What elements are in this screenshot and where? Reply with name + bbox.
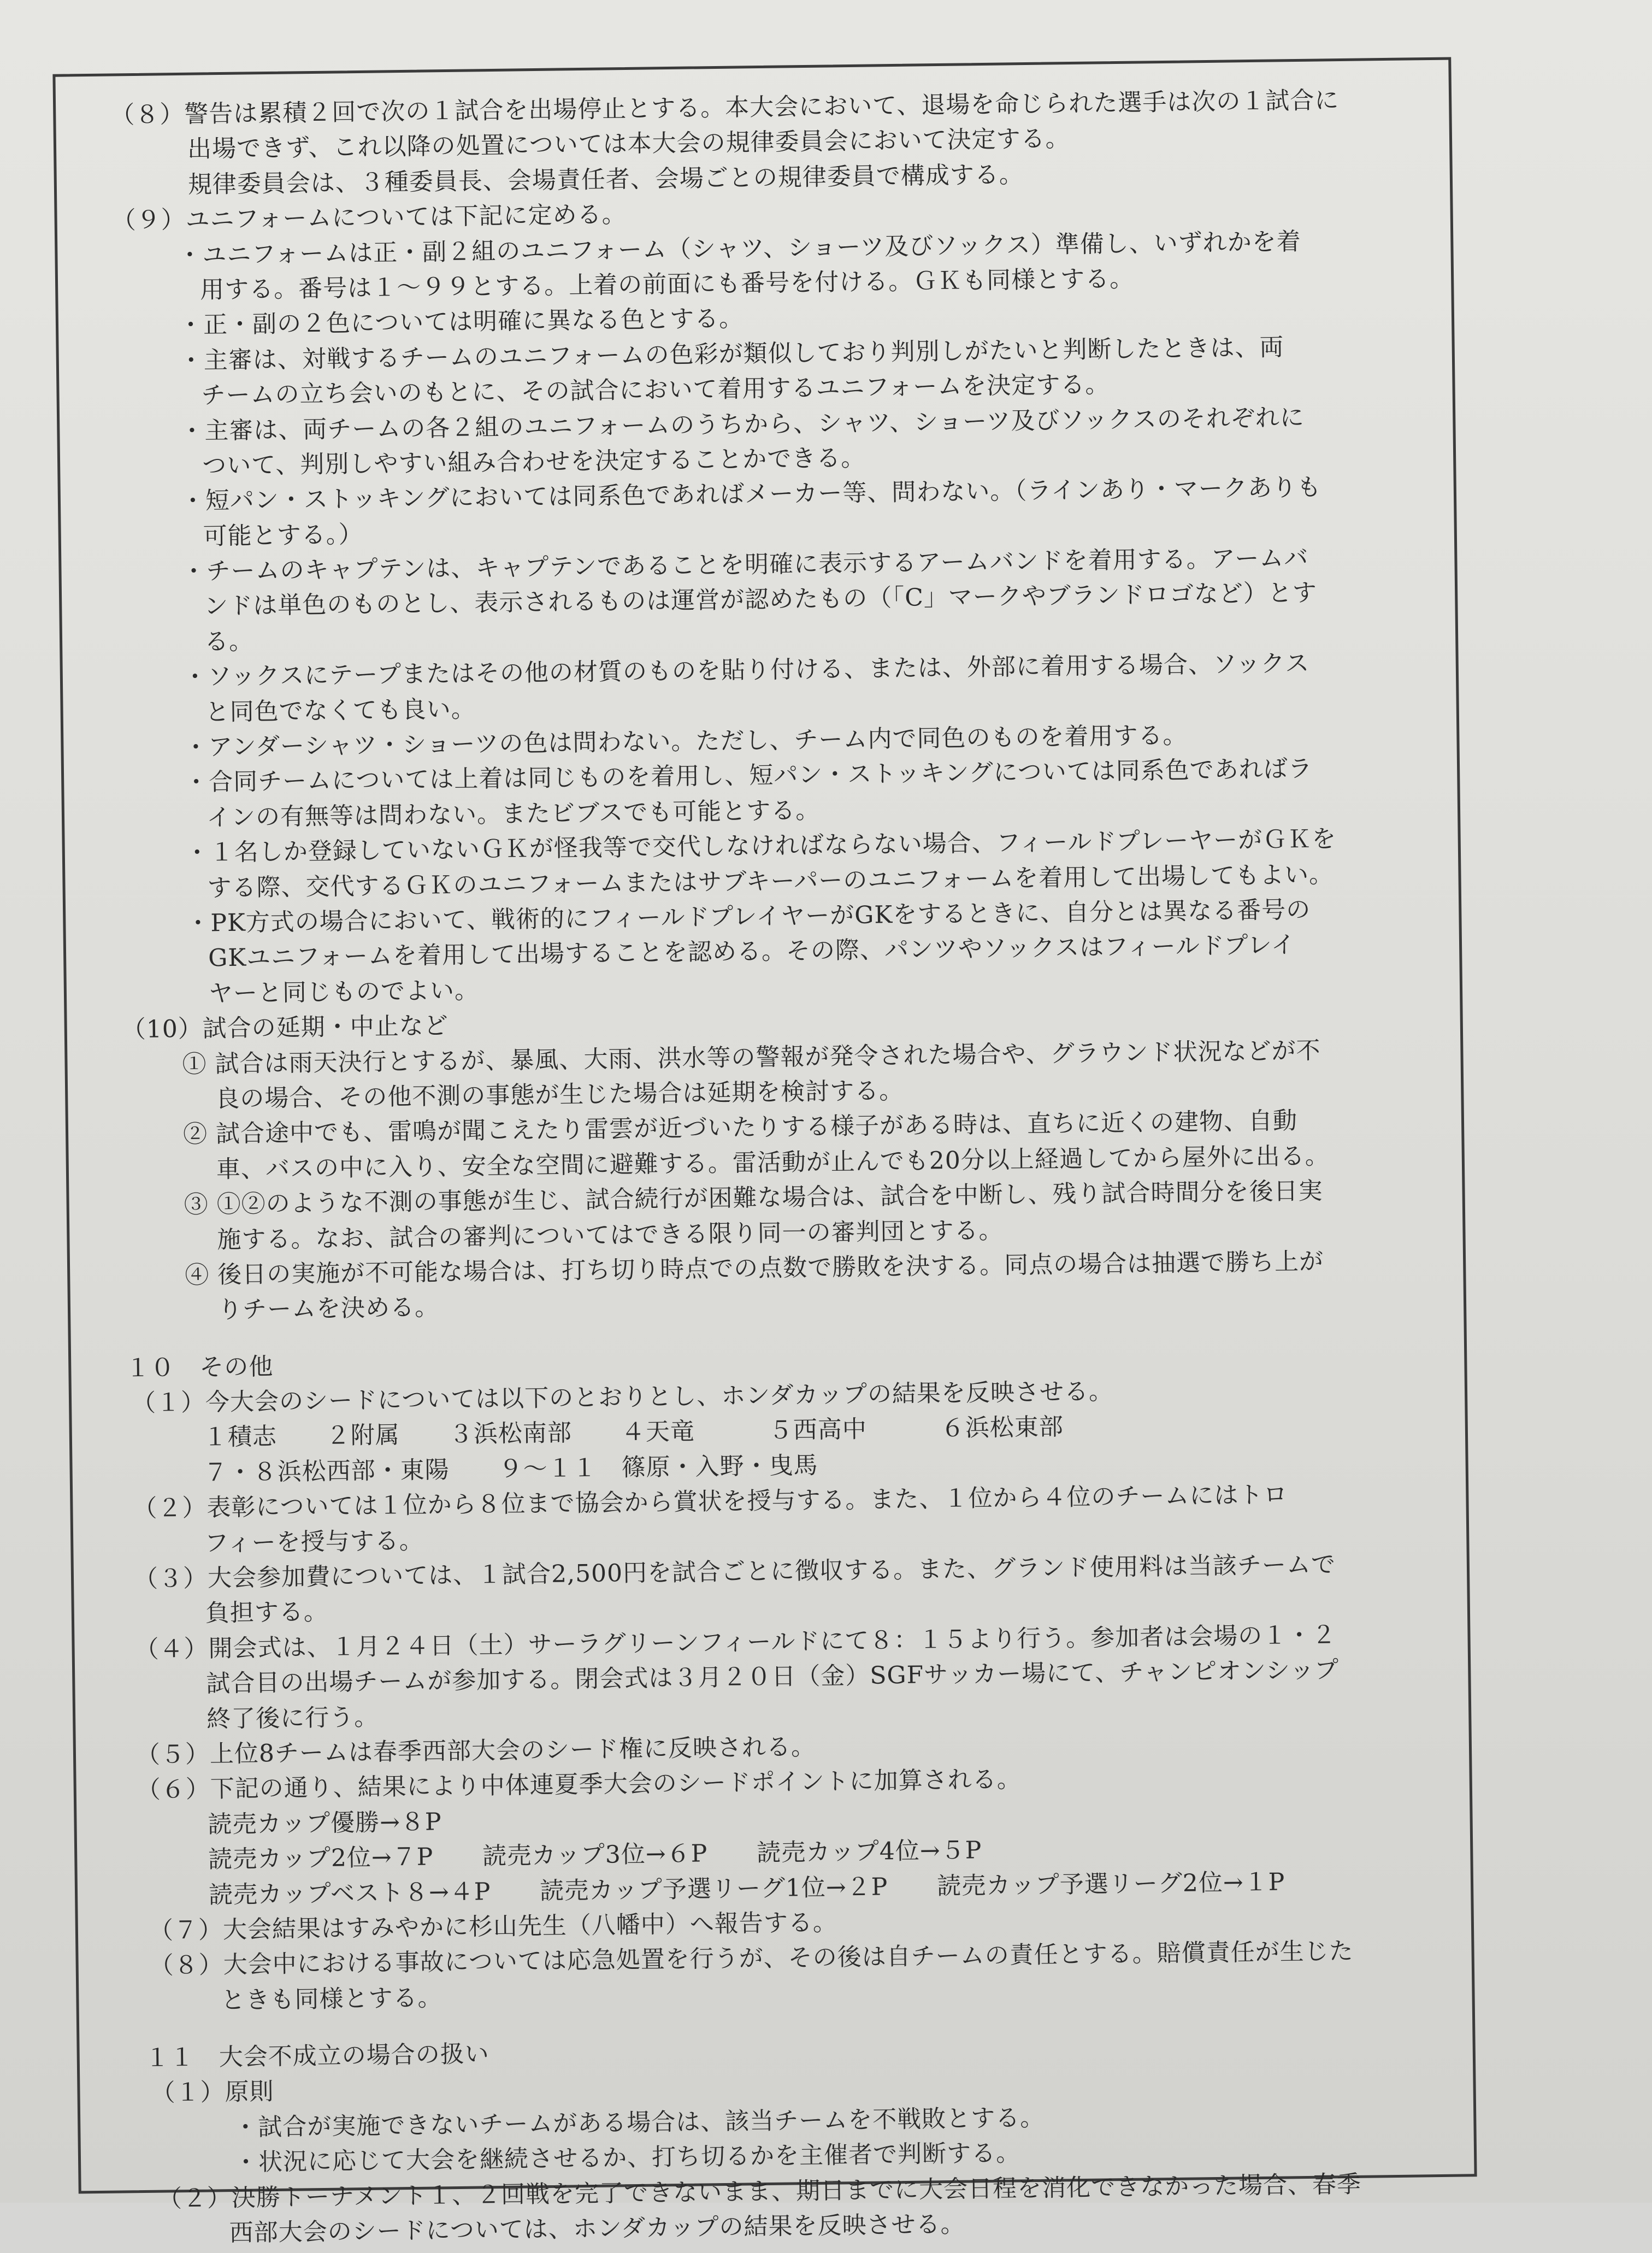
text-line: ② 試合途中でも、雷鳴が聞こえたり雷雲が近づいたりする様子がある時は、直ちに近くの建物、自動 (182, 1107, 1298, 1149)
text-line: １１ 大会不成立の場合の扱い (145, 2040, 490, 2073)
text-line: 読売カップベスト８→４P 読売カップ予選リーグ1位→２P 読売カップ予選リーグ2位→１P (208, 1868, 1285, 1909)
text-line: ・試合が実施できないチームがある場合は、該当チームを不戦敗とする。 (233, 2103, 1045, 2142)
document-body (110, 82, 1437, 2252)
text-line: ついて、判別しやすい組み合わせを決定することかできる。 (202, 444, 866, 480)
text-line: （８）警告は累積２回で次の１試合を出場停止とする。本大会において、退場を命じられた選手は次の１試合に (110, 86, 1340, 129)
document-frame (52, 57, 1477, 2248)
text-line: 終了後に行う。 (206, 1703, 379, 1733)
text-line: 試合目の出場チームが参加する。閉会式は３月２０日（金）SGFサッカー場にて、チャンピオンシップ (206, 1656, 1340, 1698)
text-line: ・短パン・ストッキングにおいては同系色であればメーカー等、問わない。（ラインあり・マークありも (180, 473, 1322, 516)
text-line: ・ソックスにテープまたはその他の材質のものを貼り付ける、または、外部に着用する場合、ソックス (182, 650, 1310, 692)
text-line: 負担する。 (205, 1598, 329, 1627)
text-line: 用する。番号は１～９９とする。上着の前面にも番号を付ける。ＧＫも同様とする。 (199, 264, 1135, 304)
text-line: （９）ユニフォームについては下記に定める。 (111, 200, 627, 235)
text-line: ・主審は、対戦するチームのユニフォームの色彩が類似しており判別しがたいと判断したときは、両 (179, 333, 1284, 375)
text-line: 読売カップ優勝→８P (208, 1808, 442, 1839)
text-line: GKユニフォームを着用して出場することを認める。その際、パンツやソックスはフィールドプレイ (208, 931, 1296, 972)
text-line: ・チームのキャプテンは、キャプテンであることを明確に表示するアームバンドを着用する。アームバ (181, 544, 1309, 586)
text-line: ・主審は、両チームの各２組のユニフォームのうちから、シャツ、ショーツ及びソックスのそれぞれに (180, 403, 1305, 445)
text-line: と同色でなくても良い。 (205, 695, 476, 727)
text-line: 施する。なお、試合の審判についてはできる限り同一の審判団とする。 (217, 1216, 1004, 1254)
text-line: 可能とする。） (203, 520, 364, 551)
text-line: （10）試合の延期・中止など (121, 1012, 449, 1044)
text-line: ・合同チームについては上着は同じものを着用し、短パン・ストッキングについては同系色であればラ (184, 755, 1313, 797)
text-line: ・状況に応じて大会を継続させるか、打ち切るかを主催者で判断する。 (233, 2139, 1021, 2177)
text-line: 読売カップ2位→７P 読売カップ3位→６P 読売カップ4位→５P (208, 1836, 982, 1874)
text-line: １積志 ２附属 ３浜松南部 ４天竜 ５西高中 ６浜松東部 (203, 1413, 1064, 1452)
text-line: 西部大会のシードについては、ホンダカップの結果を反映させる。 (229, 2210, 965, 2248)
text-line: りチームを決める。 (217, 1293, 440, 1324)
text-line: （４）開会式は、１月２４日（土）サーラグリーンフィールドにて８：１５より行う。参加者は会場の１・２ (134, 1621, 1337, 1664)
text-line: ① 試合は雨天決行とするが、暴風、大雨、洪水等の警報が発令された場合や、グラウンド状況などが不 (182, 1036, 1321, 1078)
text-line: 車、バスの中に入り、安全な空間に避難する。雷活動が止んでも20分以上経過してから屋外に出る。 (216, 1142, 1330, 1183)
text-line: 良の場合、その他不測の事態が生じた場合は延期を検討する。 (215, 1076, 904, 1113)
text-line: （６）下記の通り、結果により中体連夏季大会のシードポイントに加算される。 (136, 1765, 1022, 1804)
text-line: （７）大会結果はすみやかに杉山先生（八幡中）へ報告する。 (149, 1908, 838, 1945)
text-line: （１）原則 (151, 2078, 274, 2108)
text-line: ③ ①②のような不測の事態が生じ、試合続行が困難な場合は、試合を中断し、残り試合時間分を後日実 (184, 1177, 1323, 1219)
text-line: チームの立ち会いのもとに、その試合において着用するユニフォームを決定する。 (201, 370, 1110, 410)
text-line: （２）決勝トーナメント１、２回戦を完了できないまま、期日までに大会日程を消化できなかった場合、春季 (157, 2170, 1362, 2213)
text-line: 出場できず、これ以降の処置については本大会の規律委員会において決定する。 (187, 125, 1070, 164)
text-line: ときも同様とする。 (221, 1984, 442, 2014)
text-line: する際、交代するＧＫのユニフォームまたはサブキーパーのユニフォームを着用して出場してもよい。 (207, 860, 1334, 903)
text-line: ７・８浜松西部・東陽 ９～１１ 篠原・入野・曳馬 (203, 1451, 818, 1487)
text-line: る。 (204, 627, 254, 656)
text-line: ンドは単色のものとし、表示されるものは運営が認めたもの（「C」マークやブランドロゴなど）とす (204, 579, 1318, 621)
text-line: インの有無等は問わない。またビブスでも可能とする。 (206, 796, 821, 832)
text-line: （２）表彰については１位から８位まで協会から賞状を授与する。また、１位から４位のチームにはトロ (133, 1481, 1288, 1523)
text-line: ④ 後日の実施が不可能な場合は、打ち切り時点での点数で勝敗を決する。同点の場合は抽選で勝ち上が (184, 1247, 1324, 1289)
text-line: １０ その他 (126, 1352, 274, 1382)
text-line: ・ユニフォームは正・副２組のユニフォーム（シャツ、ショーツ及びソックス）準備し、いずれかを着 (178, 227, 1301, 269)
text-line: （５）上位8チームは春季西部大会のシード権に反映される。 (135, 1732, 816, 1770)
text-line: フィーを授与する。 (204, 1526, 424, 1558)
text-line: ・アンダーシャツ・ショーツの色は問わない。ただし、チーム内で同色のものを着用する。 (184, 721, 1188, 762)
text-line: 規律委員会は、３種委員長、会場責任者、会場ごとの規律委員で構成する。 (187, 160, 1024, 199)
text-line: （８）大会中における事故については応急処置を行うが、その後は自チームの責任とする。賠償責任が生じた (149, 1937, 1354, 1980)
text-line: （３）大会参加費については、１試合2,500円を試合ごとに徴収する。また、グランド使用料は当該チームで (133, 1550, 1336, 1594)
text-line: ・PK方式の場合において、戦術的にフィールドプレイヤーがGKをするときに、自分とは異なる番号の (186, 895, 1311, 937)
text-line: （１）今大会のシードについては以下のとおりとし、ホンダカップの結果を反映させる。 (131, 1377, 1114, 1418)
text-line: ヤーと同じものでよい。 (208, 976, 480, 1008)
text-line: ・正・副の２色については明確に異なる色とする。 (178, 304, 744, 340)
text-line: ・１名しか登録していないＧＫが怪我等で交代しなければならない場合、フィールドプレーヤーがＧＫを (185, 825, 1337, 868)
